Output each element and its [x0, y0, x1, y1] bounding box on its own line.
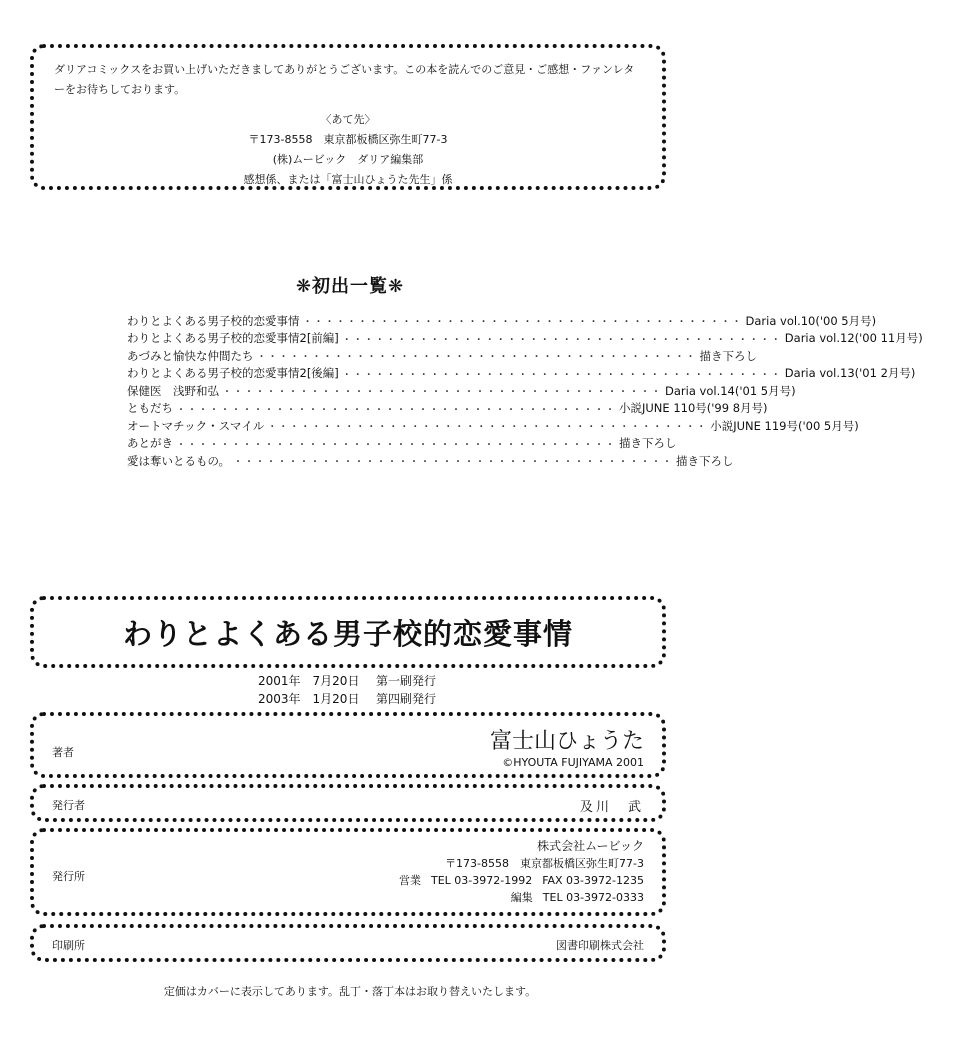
- entry-title: 愛は奪いとるもの。: [127, 453, 231, 468]
- sales-contact: [389, 872, 644, 889]
- entry-title: 保健医 浅野和弘: [127, 383, 219, 398]
- address-line: 〒173-8558 東京都板橋区弥生町77-3: [248, 133, 448, 146]
- publishing-house-box: [30, 828, 666, 916]
- publishing-house-label: 発行所: [52, 870, 85, 883]
- entry-source: Daria vol.14('01 5月号): [665, 383, 796, 398]
- publisher-label: 発行者: [52, 799, 85, 812]
- entry-title: あづみと愉快な仲間たち: [127, 348, 254, 363]
- entry-title: ともだち: [127, 401, 173, 416]
- entry-title: わりとよくある男子校的恋愛事情: [127, 313, 300, 328]
- dot-leader: ・・・・・・・・・・・・・・・・・・・・・・・・・・・・・・・・・・・・・・・・: [302, 317, 743, 329]
- first-appearance-entry: [127, 330, 923, 348]
- first-appearance-entry: [127, 365, 916, 383]
- entry-source: 小説JUNE 119号('00 5月号): [710, 418, 859, 433]
- editorial-contact: [389, 889, 644, 906]
- address-heading: 〈あて先〉: [320, 113, 376, 126]
- reader-message: ダリアコミックスをお買い上げいただきましてありがとうございます。この本を読んでのご意見・ご感想・ファンレターをお待ちしております。: [54, 63, 635, 96]
- edition-date: 2001年 7月20日: [258, 674, 360, 688]
- publisher-name: 及川 武: [579, 800, 644, 815]
- company-line: (株)ムービック ダリア編集部: [272, 153, 424, 166]
- entry-source: Daria vol.13('01 2月号): [784, 366, 916, 381]
- entry-title: オートマチック・スマイル: [127, 418, 265, 433]
- first-appearances-list: [127, 312, 923, 470]
- reader-letter-box: [30, 44, 666, 190]
- sales-tel: TEL 03-3972-1992: [430, 874, 533, 887]
- edition-label: 第四刷発行: [376, 692, 437, 706]
- first-appearance-entry: [127, 382, 796, 400]
- entry-source: 小説JUNE 110号('99 8月号): [619, 401, 768, 416]
- printer-name: 図書印刷株式会社: [556, 939, 644, 952]
- dot-leader: ・・・・・・・・・・・・・・・・・・・・・・・・・・・・・・・・・・・・・・・・: [341, 334, 782, 346]
- dot-leader: ・・・・・・・・・・・・・・・・・・・・・・・・・・・・・・・・・・・・・・・・: [341, 369, 782, 381]
- edition-row: [258, 690, 436, 708]
- book-title: わりとよくある男子校的恋愛事情: [122, 616, 573, 651]
- edition-label: 第一刷発行: [376, 674, 437, 688]
- entry-title: わりとよくある男子校的恋愛事情2[後編]: [127, 366, 339, 381]
- first-appearance-entry: [127, 452, 734, 470]
- edition-dates: [258, 672, 436, 708]
- entry-source: 描き下ろし: [619, 436, 677, 451]
- publishing-house-details: [389, 838, 644, 906]
- printer-box: [30, 924, 666, 962]
- publisher-box: [30, 784, 666, 822]
- mailing-address: [54, 110, 642, 190]
- first-appearance-entry: [127, 347, 757, 365]
- author-name: 富士山ひょうた: [489, 729, 644, 754]
- copyright-notice: ©HYOUTA FUJIYAMA 2001: [502, 756, 644, 769]
- dot-leader: ・・・・・・・・・・・・・・・・・・・・・・・・・・・・・・・・・・・・・・・・: [256, 352, 697, 364]
- entry-source: Daria vol.10('00 5月号): [745, 313, 877, 328]
- dot-leader: ・・・・・・・・・・・・・・・・・・・・・・・・・・・・・・・・・・・・・・・・: [267, 422, 708, 434]
- edition-row: [258, 672, 436, 690]
- publishing-house-address: 〒173-8558 東京都板橋区弥生町77-3: [445, 857, 644, 870]
- sales-fax: FAX 03-3972-1235: [542, 874, 644, 887]
- first-appearance-entry: [127, 435, 677, 453]
- editorial-label: 編集: [510, 891, 533, 904]
- dot-leader: ・・・・・・・・・・・・・・・・・・・・・・・・・・・・・・・・・・・・・・・・: [176, 404, 616, 416]
- first-appearance-entry: [127, 417, 859, 435]
- author-label: 著者: [52, 746, 74, 759]
- publishing-house-name: 株式会社ムービック: [537, 839, 644, 853]
- recipient-line: 感想係、または「富士山ひょうた先生」係: [243, 173, 453, 186]
- sales-label: 営業: [398, 874, 421, 887]
- first-appearances-title: ❋初出一覧❋: [295, 276, 405, 297]
- entry-title: わりとよくある男子校的恋愛事情2[前編]: [127, 331, 339, 346]
- dot-leader: ・・・・・・・・・・・・・・・・・・・・・・・・・・・・・・・・・・・・・・・・: [233, 457, 674, 469]
- dot-leader: ・・・・・・・・・・・・・・・・・・・・・・・・・・・・・・・・・・・・・・・・: [176, 439, 616, 451]
- editorial-tel: TEL 03-3972-0333: [542, 891, 644, 904]
- first-appearance-entry: [127, 400, 768, 418]
- edition-date: 2003年 1月20日: [258, 692, 360, 706]
- first-appearance-entry: [127, 312, 877, 330]
- entry-source: 描き下ろし: [699, 348, 757, 363]
- author-box: [30, 712, 666, 778]
- entry-source: 描き下ろし: [676, 453, 734, 468]
- footer-note: 定価はカバーに表示してあります。乱丁・落丁本はお取り替えいたします。: [163, 985, 537, 998]
- printer-label: 印刷所: [52, 939, 85, 952]
- entry-source: Daria vol.12('00 11月号): [784, 331, 923, 346]
- book-title-box: [30, 596, 666, 668]
- entry-title: あとがき: [127, 436, 173, 451]
- dot-leader: ・・・・・・・・・・・・・・・・・・・・・・・・・・・・・・・・・・・・・・・・: [222, 387, 662, 399]
